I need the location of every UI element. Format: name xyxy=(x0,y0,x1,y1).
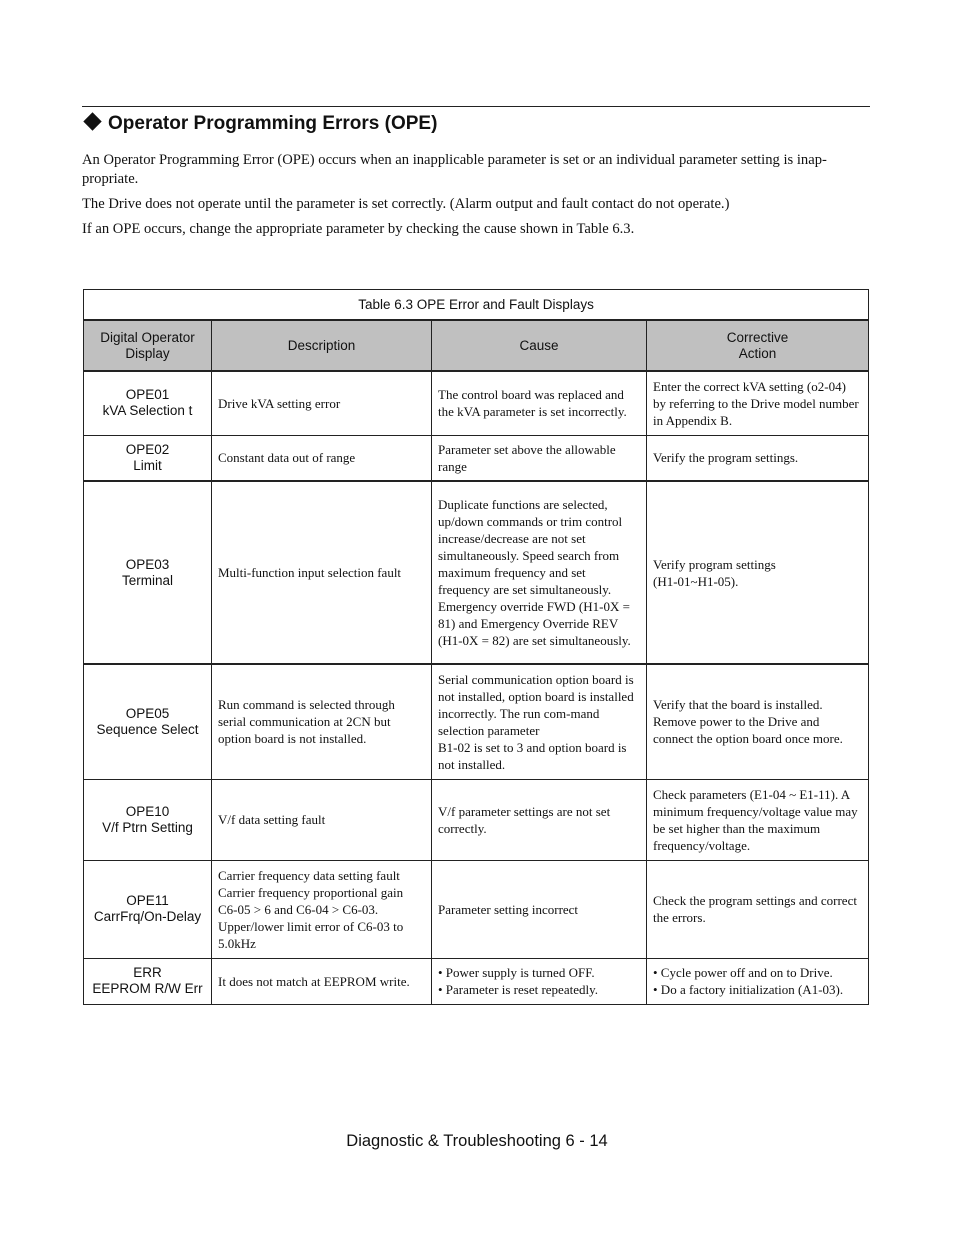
display-cell: OPE03 Terminal xyxy=(84,481,212,664)
description-cell: Run command is selected through serial communication at 2CN but option board is not installed. xyxy=(212,664,432,779)
ope-error-table xyxy=(83,289,869,1005)
action-cell: • Cycle power off and on to Drive. • Do a factory initialization (A1-03). xyxy=(647,958,869,1004)
action-cell: Enter the correct kVA setting (o2-04) by referring to the Drive model number in Appendix B. xyxy=(647,371,869,435)
cause-cell: • Power supply is turned OFF. • Parameter is reset repeatedly. xyxy=(432,958,647,1004)
table-caption: Table 6.3 OPE Error and Fault Displays xyxy=(84,290,869,321)
header-action: Corrective Action xyxy=(647,320,869,371)
display-cell: OPE05 Sequence Select xyxy=(84,664,212,779)
intro-paragraph: An Operator Programming Error (OPE) occurs when an inapplicable parameter is set or an individual parameter setting is inap-propriate. xyxy=(82,152,827,187)
table-row xyxy=(84,860,869,958)
header-cause: Cause xyxy=(432,320,647,371)
instruction-paragraph: If an OPE occurs, change the appropriate parameter by checking the cause shown in Table 6.3. xyxy=(82,221,635,237)
description-cell: Constant data out of range xyxy=(212,435,432,481)
page-footer: Diagnostic & Troubleshooting 6 - 14 xyxy=(346,1132,608,1150)
table-row xyxy=(84,779,869,860)
table-row xyxy=(84,664,869,779)
table-row xyxy=(84,481,869,664)
display-cell: OPE01 kVA Selection t xyxy=(84,371,212,435)
action-cell: Verify the program settings. xyxy=(647,435,869,481)
cause-cell: The control board was replaced and the kVA parameter is set incorrectly. xyxy=(432,371,647,435)
table-row xyxy=(84,958,869,1004)
section-heading xyxy=(82,111,870,137)
description-cell: V/f data setting fault xyxy=(212,779,432,860)
action-cell: Check parameters (E1-04 ~ E1-11). A minimum frequency/voltage value may be set higher than the maximum frequency/voltage. xyxy=(647,779,869,860)
cause-cell: Parameter setting incorrect xyxy=(432,860,647,958)
display-cell: OPE02 Limit xyxy=(84,435,212,481)
drive-stop-paragraph: The Drive does not operate until the parameter is set correctly. (Alarm output and fault contact do not operate.) xyxy=(82,196,730,212)
header-description: Description xyxy=(212,320,432,371)
section-title: Operator Programming Errors (OPE) xyxy=(108,113,438,134)
cause-cell: Duplicate functions are selected, up/down commands or trim control increase/decrease are not set simultaneously. Speed search from maximum frequency and set frequency are set simultaneously. Emergency override FWD (H1-0X = 81) and Emergency Override REV (H1-0X = 82) are set simultaneously. xyxy=(432,481,647,664)
display-cell: OPE11 CarrFrq/On-Delay xyxy=(84,860,212,958)
action-cell: Check the program settings and correct the errors. xyxy=(647,860,869,958)
display-cell: OPE10 V/f Ptrn Setting xyxy=(84,779,212,860)
table-row xyxy=(84,371,869,435)
table-row xyxy=(84,435,869,481)
action-cell: Verify program settings (H1-01~H1-05). xyxy=(647,481,869,664)
cause-cell: Serial communication option board is not installed, option board is installed incorrectly. The run com-mand selection parameter B1-02 is set to 3 and option board is not installed. xyxy=(432,664,647,779)
action-cell: Verify that the board is installed. Remove power to the Drive and connect the option board once more. xyxy=(647,664,869,779)
cause-cell: V/f parameter settings are not set correctly. xyxy=(432,779,647,860)
display-cell: ERR EEPROM R/W Err xyxy=(84,958,212,1004)
description-cell: Drive kVA setting error xyxy=(212,371,432,435)
diamond-bullet-icon xyxy=(83,112,101,130)
section-rule xyxy=(82,106,870,107)
description-cell: It does not match at EEPROM write. xyxy=(212,958,432,1004)
cause-cell: Parameter set above the allowable range xyxy=(432,435,647,481)
header-display: Digital Operator Display xyxy=(84,320,212,371)
description-cell: Multi-function input selection fault xyxy=(212,481,432,664)
description-cell: Carrier frequency data setting fault Carrier frequency proportional gain C6-05 > 6 and C6-04 > C6-03. Upper/lower limit error of C6-03 to 5.0kHz xyxy=(212,860,432,958)
